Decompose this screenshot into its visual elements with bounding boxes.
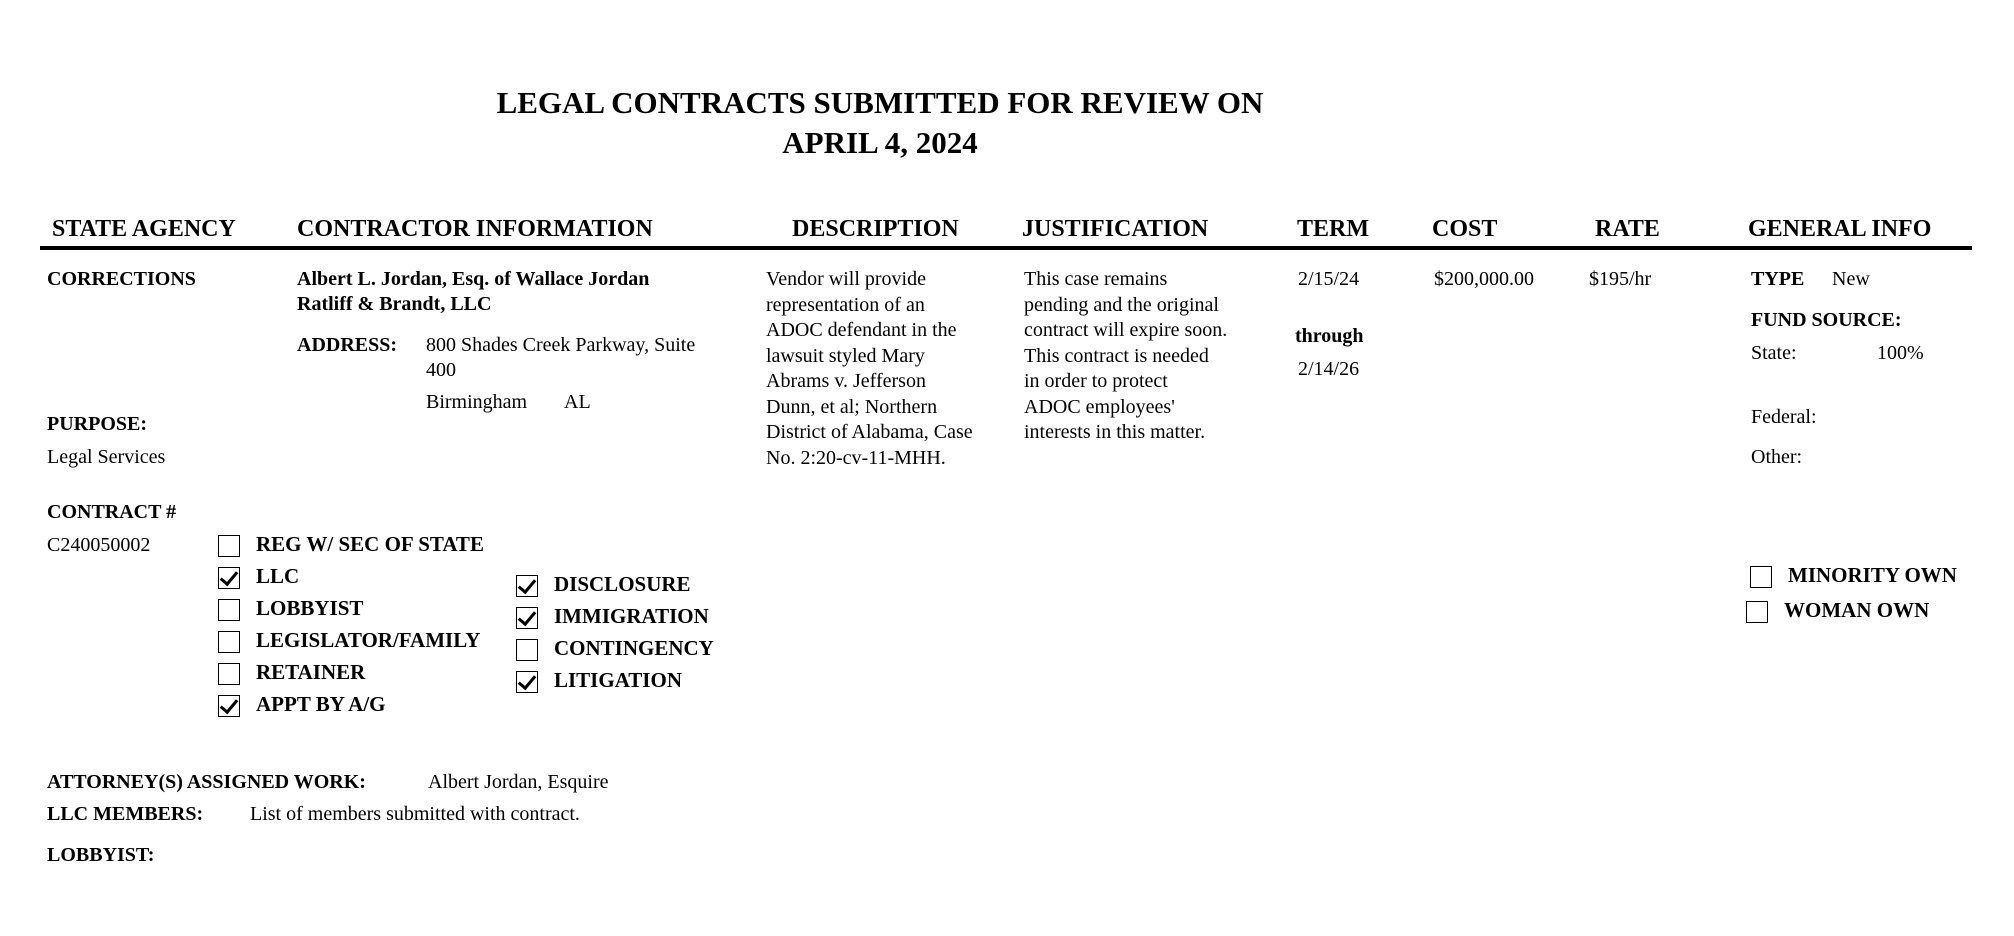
header-contractor-info: CONTRACTOR INFORMATION: [297, 216, 653, 242]
contract-number-label: CONTRACT #: [47, 501, 177, 523]
contractor-name-line1: Albert L. Jordan, Esq. of Wallace Jordan: [297, 268, 650, 290]
header-cost: COST: [1432, 216, 1498, 242]
contractor-name-line2: Ratliff & Brandt, LLC: [297, 293, 492, 315]
description-line: District of Alabama, Case: [766, 421, 973, 443]
justification-line: contract will expire soon.: [1024, 319, 1228, 341]
justification-line: ADOC employees': [1024, 395, 1175, 418]
justification-text: [1024, 267, 1227, 446]
fund-other-label: Other:: [1751, 446, 1803, 468]
reg-sec-state-checkbox[interactable]: [218, 535, 240, 557]
disclosure-checkbox[interactable]: [516, 575, 538, 597]
type-value: New: [1832, 268, 1870, 290]
contingency-checkbox[interactable]: [516, 639, 538, 661]
disclosure-label: DISCLOSURE: [554, 572, 691, 596]
term-through-label: through: [1295, 325, 1364, 347]
header-rate: RATE: [1595, 216, 1660, 242]
purpose-label: PURPOSE:: [47, 413, 147, 435]
attorneys-value: Albert Jordan, Esquire: [428, 771, 609, 793]
description-line: representation of an: [766, 293, 925, 316]
type-label: TYPE: [1751, 268, 1805, 290]
woman-own-label: WOMAN OWN: [1784, 598, 1930, 622]
litigation-label: LITIGATION: [554, 668, 682, 692]
retainer-label: RETAINER: [256, 660, 366, 684]
legislator-family-label: LEGISLATOR/FAMILY: [256, 628, 481, 652]
description-line: ADOC defendant in the: [766, 319, 957, 341]
purpose-value: Legal Services: [47, 446, 166, 468]
litigation-checkbox[interactable]: [516, 671, 538, 693]
woman-own-checkbox[interactable]: [1746, 601, 1768, 623]
document-title: LEGAL CONTRACTS SUBMITTED FOR REVIEW ON: [496, 85, 1264, 120]
reg-sec-state-label: REG W/ SEC OF STATE: [256, 532, 484, 556]
llc-members-label: LLC MEMBERS:: [47, 803, 204, 825]
lobbyist-label: LOBBYIST:: [47, 844, 155, 866]
address-line1: 800 Shades Creek Parkway, Suite: [426, 334, 696, 356]
agency-name: CORRECTIONS: [47, 268, 196, 290]
address-state: AL: [564, 391, 591, 413]
legislator-family-checkbox[interactable]: [218, 631, 240, 653]
address-city: Birmingham: [426, 391, 528, 413]
description-line: Vendor will provide: [766, 268, 926, 290]
contingency-label: CONTINGENCY: [554, 636, 714, 660]
justification-line: interests in this matter.: [1024, 421, 1206, 443]
minority-own-label: MINORITY OWN: [1788, 563, 1957, 587]
llc-members-value: List of members submitted with contract.: [250, 803, 580, 825]
fund-source-label: FUND SOURCE:: [1751, 309, 1902, 331]
llc-label: LLC: [256, 564, 300, 588]
header-term: TERM: [1297, 216, 1369, 242]
header-justification: JUSTIFICATION: [1022, 216, 1209, 242]
lobbyist-checkbox[interactable]: [218, 599, 240, 621]
contract-number: C240050002: [47, 534, 151, 556]
fund-state-label: State:: [1751, 342, 1797, 364]
justification-line: This contract is needed: [1024, 344, 1209, 367]
term-end: 2/14/26: [1298, 358, 1360, 380]
fund-state-value: 100%: [1877, 342, 1924, 364]
description-text: [766, 267, 973, 471]
fund-federal-label: Federal:: [1751, 406, 1817, 428]
header-rule: [40, 246, 1972, 250]
document-date: APRIL 4, 2024: [782, 125, 978, 160]
llc-checkbox[interactable]: [218, 567, 240, 589]
description-line: Dunn, et al; Northern: [766, 395, 938, 418]
header-general-info: GENERAL INFO: [1748, 216, 1932, 242]
description-line: No. 2:20-cv-11-MHH.: [766, 446, 946, 469]
lobbyist-checkbox-label: LOBBYIST: [256, 596, 364, 620]
immigration-checkbox[interactable]: [516, 607, 538, 629]
appt-by-ag-checkbox[interactable]: [218, 695, 240, 717]
justification-line: This case remains: [1024, 268, 1168, 290]
description-line: lawsuit styled Mary: [766, 344, 925, 367]
immigration-label: IMMIGRATION: [554, 604, 709, 628]
header-state-agency: STATE AGENCY: [52, 216, 236, 242]
minority-own-checkbox[interactable]: [1750, 566, 1772, 588]
appt-by-ag-label: APPT BY A/G: [256, 692, 386, 716]
rate-value: $195/hr: [1589, 268, 1652, 290]
retainer-checkbox[interactable]: [218, 663, 240, 685]
address-label: ADDRESS:: [297, 334, 398, 356]
attorneys-label: ATTORNEY(S) ASSIGNED WORK:: [47, 771, 366, 793]
address-line2: 400: [426, 359, 456, 381]
justification-line: pending and the original: [1024, 293, 1219, 316]
term-start: 2/15/24: [1298, 268, 1360, 290]
description-line: Abrams v. Jefferson: [766, 370, 926, 392]
justification-line: in order to protect: [1024, 370, 1168, 392]
header-description: DESCRIPTION: [792, 216, 959, 242]
cost-value: $200,000.00: [1434, 268, 1534, 290]
